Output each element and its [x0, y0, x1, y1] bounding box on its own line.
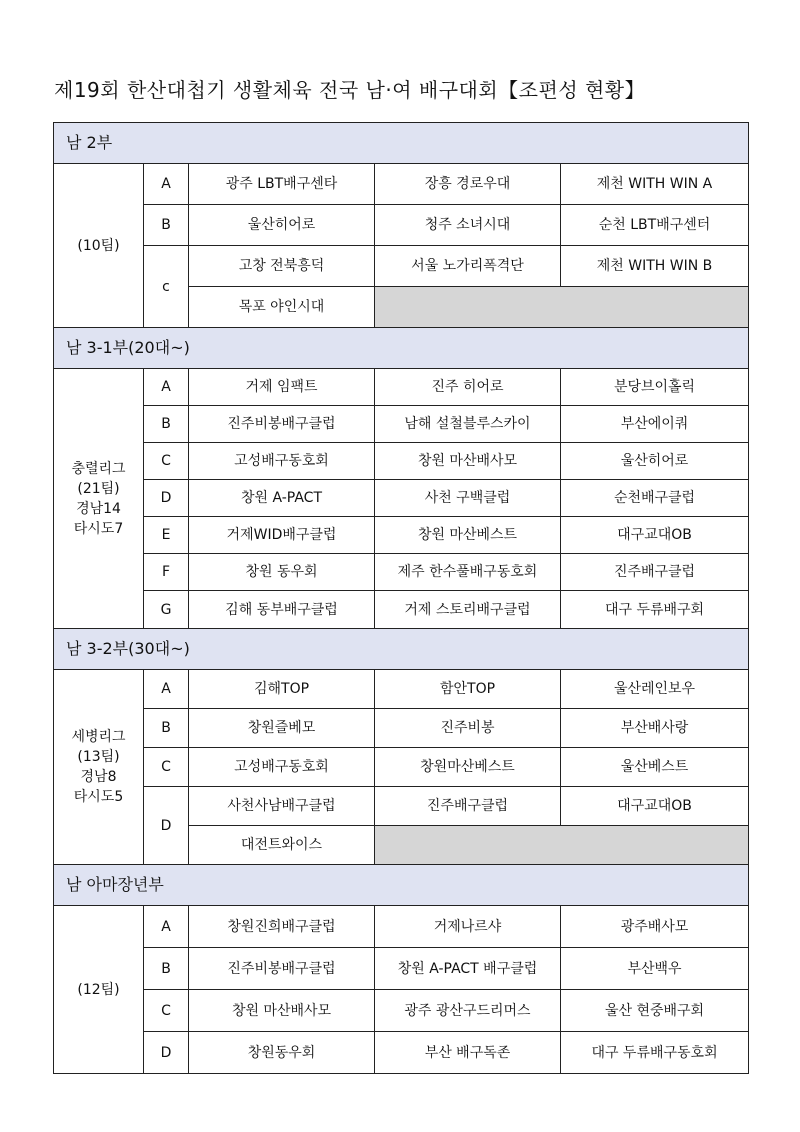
- group-info-line: 충렬리그: [71, 460, 126, 477]
- group-info: [54, 670, 144, 865]
- team-cell: 창원 마산배사모: [189, 990, 375, 1032]
- section-header-row: [54, 123, 749, 164]
- team-cell: 진주비봉: [375, 709, 561, 748]
- team-cell: 울산베스트: [561, 748, 749, 787]
- team-cell: 창원 A-PACT: [189, 480, 375, 517]
- empty-cell: [375, 826, 749, 865]
- table-row: [54, 787, 749, 826]
- group-info: [54, 906, 144, 1074]
- team-cell: 고성배구동호회: [189, 443, 375, 480]
- team-cell: 제천 WITH WIN B: [561, 246, 749, 287]
- table-row: [54, 406, 749, 443]
- team-cell: 광주배사모: [561, 906, 749, 948]
- team-cell: 대전트와이스: [189, 826, 375, 865]
- group-info-line: (13팀): [77, 749, 120, 765]
- team-cell: 분당브이홀릭: [561, 369, 749, 406]
- team-cell: 김해TOP: [189, 670, 375, 709]
- team-cell: 진주비봉배구클럽: [189, 948, 375, 990]
- team-cell: 사천 구백클럽: [375, 480, 561, 517]
- team-cell: 청주 소녀시대: [375, 205, 561, 246]
- table-row: [54, 246, 749, 287]
- team-cell: 순천 LBT배구센터: [561, 205, 749, 246]
- team-cell: 창원 A-PACT 배구클럽: [375, 948, 561, 990]
- section-title: 남 3-2부(30대~): [54, 629, 749, 670]
- pool-letter: A: [144, 164, 189, 205]
- pool-letter: B: [144, 709, 189, 748]
- group-table: [53, 122, 749, 1074]
- team-cell: 진주비봉배구클럽: [189, 406, 375, 443]
- group-info-line: 경남14: [76, 500, 121, 517]
- team-cell: 울산히어로: [561, 443, 749, 480]
- team-cell: 순천배구클럽: [561, 480, 749, 517]
- team-cell: 남해 설철블루스카이: [375, 406, 561, 443]
- team-cell: 진주배구클럽: [561, 554, 749, 591]
- group-info-line: 세병리그: [71, 729, 126, 745]
- table-row: [54, 205, 749, 246]
- pool-letter: A: [144, 906, 189, 948]
- group-info-line: 타시도5: [73, 789, 124, 805]
- pool-letter: c: [144, 246, 189, 328]
- team-cell: 울산 현중배구회: [561, 990, 749, 1032]
- section-header-row: [54, 328, 749, 369]
- team-cell: 거제WID배구클럽: [189, 517, 375, 554]
- group-info-line: 타시도7: [73, 520, 124, 537]
- group-info-line: (12팀): [77, 981, 120, 998]
- section-header-row: [54, 865, 749, 906]
- team-cell: 광주 LBT배구센타: [189, 164, 375, 205]
- pool-letter: E: [144, 517, 189, 554]
- team-cell: 진주배구클럽: [375, 787, 561, 826]
- table-row: [54, 164, 749, 205]
- table-row: [54, 480, 749, 517]
- group-info: [54, 369, 144, 629]
- table-row: [54, 443, 749, 480]
- team-cell: 사천사남배구클럽: [189, 787, 375, 826]
- pool-letter: D: [144, 1032, 189, 1074]
- team-cell: 거제 스토리배구클럽: [375, 591, 561, 629]
- team-cell: 창원 마산베스트: [375, 517, 561, 554]
- group-info-line: (10팀): [77, 237, 120, 254]
- team-cell: 김해 동부배구클럽: [189, 591, 375, 629]
- team-cell: 창원진희배구클럽: [189, 906, 375, 948]
- team-cell: 제천 WITH WIN A: [561, 164, 749, 205]
- pool-letter: B: [144, 205, 189, 246]
- table-row: [54, 906, 749, 948]
- section-title: 남 아마장년부: [54, 865, 749, 906]
- table-row: [54, 1032, 749, 1074]
- table-row: [54, 748, 749, 787]
- table-row: [54, 517, 749, 554]
- pool-letter: B: [144, 948, 189, 990]
- team-cell: 서울 노가리폭격단: [375, 246, 561, 287]
- pool-letter: G: [144, 591, 189, 629]
- team-cell: 울산레인보우: [561, 670, 749, 709]
- team-cell: 거제나르샤: [375, 906, 561, 948]
- team-cell: 부산에이쿼: [561, 406, 749, 443]
- table-row: [54, 709, 749, 748]
- team-cell: 창원마산베스트: [375, 748, 561, 787]
- team-cell: 고창 전북흥덕: [189, 246, 375, 287]
- team-cell: 함안TOP: [375, 670, 561, 709]
- table-row: [54, 990, 749, 1032]
- team-cell: 창원 동우회: [189, 554, 375, 591]
- pool-letter: C: [144, 990, 189, 1032]
- pool-letter: A: [144, 670, 189, 709]
- table-row: [54, 554, 749, 591]
- team-cell: 대구교대OB: [561, 787, 749, 826]
- team-cell: 창원동우회: [189, 1032, 375, 1074]
- group-info-line: (21팀): [77, 480, 120, 497]
- pool-letter: D: [144, 480, 189, 517]
- pool-letter: F: [144, 554, 189, 591]
- pool-letter: C: [144, 748, 189, 787]
- team-cell: 광주 광산구드리머스: [375, 990, 561, 1032]
- table-row: [54, 591, 749, 629]
- empty-cell: [375, 287, 749, 328]
- section-title: 남 2부: [54, 123, 749, 164]
- table-row: [54, 948, 749, 990]
- team-cell: 창원 마산배사모: [375, 443, 561, 480]
- group-info: [54, 164, 144, 328]
- team-cell: 장흥 경로우대: [375, 164, 561, 205]
- pool-letter: C: [144, 443, 189, 480]
- team-cell: 거제 임팩트: [189, 369, 375, 406]
- team-cell: 창원즐베모: [189, 709, 375, 748]
- team-cell: 고성배구동호회: [189, 748, 375, 787]
- pool-letter: A: [144, 369, 189, 406]
- team-cell: 울산히어로: [189, 205, 375, 246]
- table-row: [54, 670, 749, 709]
- group-info-line: 경남8: [80, 769, 117, 785]
- section-header-row: [54, 629, 749, 670]
- team-cell: 부산배사랑: [561, 709, 749, 748]
- team-cell: 목포 야인시대: [189, 287, 375, 328]
- page-title: 제19회 한산대첩기 생활체육 전국 남·여 배구대회【조편성 현황】: [54, 78, 646, 102]
- pool-letter: B: [144, 406, 189, 443]
- team-cell: 부산백우: [561, 948, 749, 990]
- table-row: [54, 369, 749, 406]
- team-cell: 제주 한수풀배구동호회: [375, 554, 561, 591]
- team-cell: 진주 히어로: [375, 369, 561, 406]
- team-cell: 대구 두류배구동호회: [561, 1032, 749, 1074]
- team-cell: 대구교대OB: [561, 517, 749, 554]
- pool-letter: D: [144, 787, 189, 865]
- team-cell: 부산 배구독존: [375, 1032, 561, 1074]
- section-title: 남 3-1부(20대~): [54, 328, 749, 369]
- team-cell: 대구 두류배구회: [561, 591, 749, 629]
